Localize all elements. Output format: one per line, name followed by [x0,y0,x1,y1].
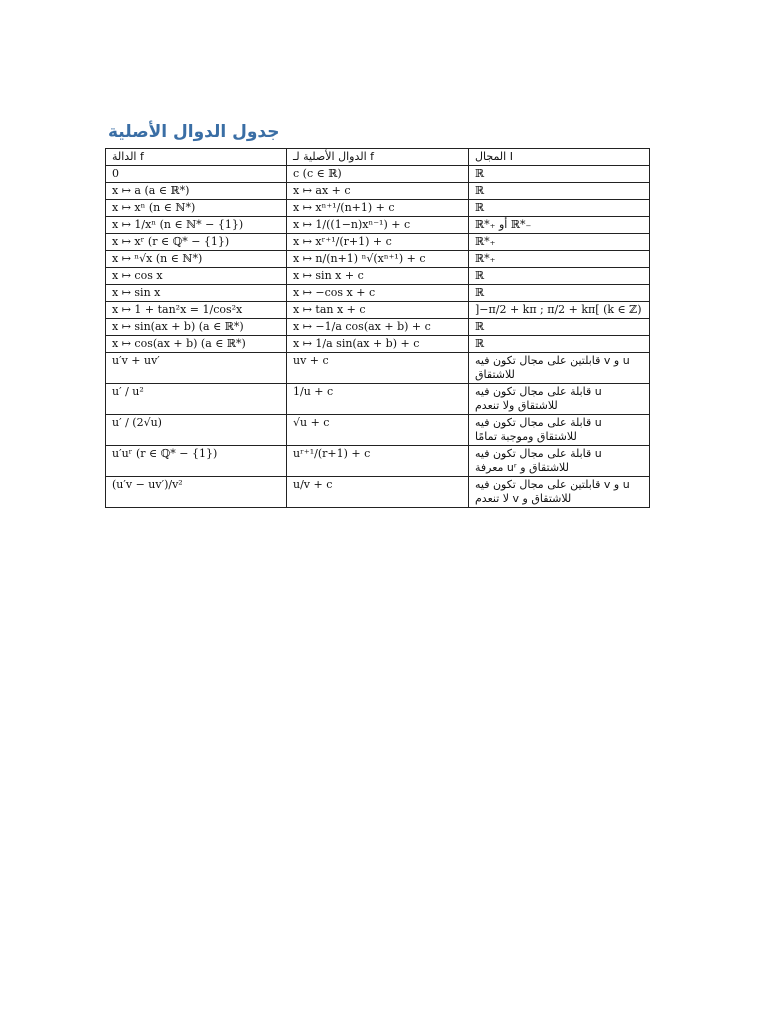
header-primitives: الدوال الأصلية لـ f [287,149,469,166]
cell-interval: u قابلة على مجال تكون فيه للاشتقاق و uʳ معرفة [469,446,650,477]
cell-primitive: 1/u + c [287,384,469,415]
header-function: الدالة f [106,149,287,166]
cell-primitive: √u + c [287,415,469,446]
cell-function: x ↦ cos x [106,268,287,285]
cell-interval: ℝ*₊ [469,234,650,251]
cell-primitive: x ↦ tan x + c [287,302,469,319]
cell-function: x ↦ cos(ax + b) (a ∈ ℝ*) [106,336,287,353]
table-row [106,446,650,477]
cell-function: u′ / (2√u) [106,415,287,446]
table-row [106,415,650,446]
table-row [106,384,650,415]
cell-interval: ℝ [469,268,650,285]
table-row [106,217,650,234]
table-row [106,251,650,268]
cell-function: x ↦ ⁿ√x (n ∈ ℕ*) [106,251,287,268]
cell-primitive: x ↦ n/(n+1) ⁿ√(xⁿ⁺¹) + c [287,251,469,268]
cell-primitive: x ↦ ax + c [287,183,469,200]
table-row [106,234,650,251]
cell-interval: ℝ*₊ أو ℝ*₋ [469,217,650,234]
cell-primitive: c (c ∈ ℝ) [287,166,469,183]
table-header-row [106,149,650,166]
cell-interval: ]−π/2 + kπ ; π/2 + kπ[ (k ∈ ℤ) [469,302,650,319]
cell-function: x ↦ a (a ∈ ℝ*) [106,183,287,200]
cell-function: u′ / u² [106,384,287,415]
cell-primitive: x ↦ −1/a cos(ax + b) + c [287,319,469,336]
cell-function: x ↦ sin x [106,285,287,302]
cell-primitive: u/v + c [287,477,469,508]
cell-primitive: x ↦ sin x + c [287,268,469,285]
table-row [106,268,650,285]
cell-primitive: x ↦ xⁿ⁺¹/(n+1) + c [287,200,469,217]
table-row [106,285,650,302]
cell-function: u′v + uv′ [106,353,287,384]
table-row [106,336,650,353]
cell-interval: ℝ [469,336,650,353]
cell-function: x ↦ 1/xⁿ (n ∈ ℕ* − {1}) [106,217,287,234]
cell-interval: ℝ [469,183,650,200]
table-row [106,353,650,384]
cell-primitive: uʳ⁺¹/(r+1) + c [287,446,469,477]
page-title: جدول الدوال الأصلية [108,122,280,142]
cell-function: x ↦ xʳ (r ∈ ℚ* − {1}) [106,234,287,251]
cell-function: 0 [106,166,287,183]
cell-interval: ℝ [469,319,650,336]
table-row [106,477,650,508]
cell-function: u′uʳ (r ∈ ℚ* − {1}) [106,446,287,477]
cell-interval: ℝ [469,166,650,183]
cell-primitive: uv + c [287,353,469,384]
header-interval: المجال I [469,149,650,166]
table-row [106,166,650,183]
cell-interval: ℝ*₊ [469,251,650,268]
cell-interval: ℝ [469,200,650,217]
table-row [106,319,650,336]
cell-function: x ↦ sin(ax + b) (a ∈ ℝ*) [106,319,287,336]
primitives-table [105,148,650,508]
cell-primitive: x ↦ −cos x + c [287,285,469,302]
cell-primitive: x ↦ xʳ⁺¹/(r+1) + c [287,234,469,251]
cell-interval: u و v قابلتين على مجال تكون فيه للاشتقاق و v لا تنعدم [469,477,650,508]
cell-function: x ↦ 1 + tan²x = 1/cos²x [106,302,287,319]
table-row [106,200,650,217]
cell-primitive: x ↦ 1/a sin(ax + b) + c [287,336,469,353]
table-row [106,302,650,319]
cell-interval: u قابلة على مجال تكون فيه للاشتقاق وموجبة تمامًا [469,415,650,446]
cell-interval: ℝ [469,285,650,302]
cell-function: (u′v − uv′)/v² [106,477,287,508]
table-row [106,183,650,200]
cell-primitive: x ↦ 1/((1−n)xⁿ⁻¹) + c [287,217,469,234]
cell-function: x ↦ xⁿ (n ∈ ℕ*) [106,200,287,217]
cell-interval: u و v قابلتين على مجال تكون فيه للاشتقاق [469,353,650,384]
cell-interval: u قابلة على مجال تكون فيه للاشتقاق ولا تنعدم [469,384,650,415]
